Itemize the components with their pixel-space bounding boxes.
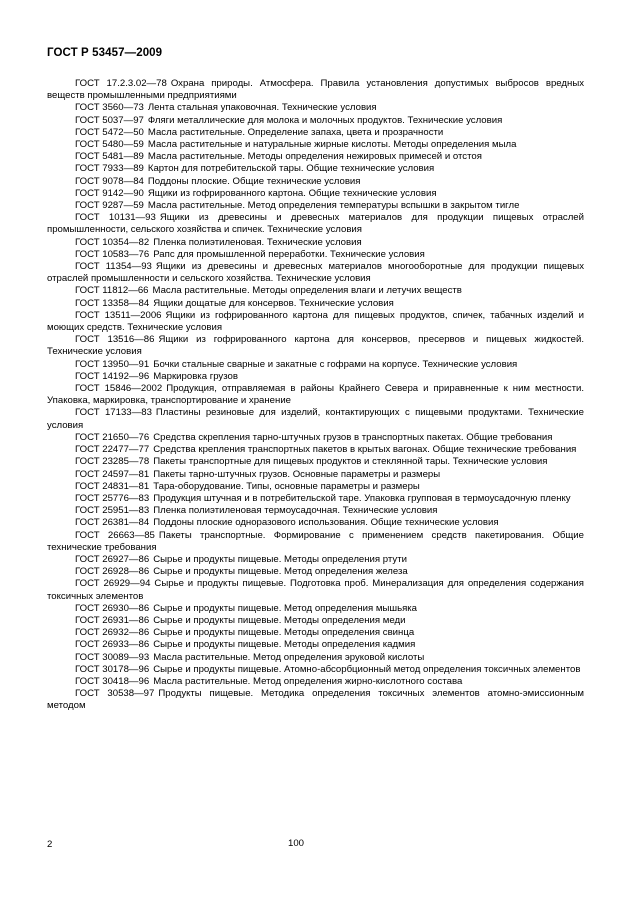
- reference-title: Поддоны плоские одноразового использования. Общие технические условия: [153, 517, 499, 529]
- reference-title: Охрана природы. Атмосфера. Правила установления допустимых выбросов вредных веществ промышленными предприятиями: [47, 78, 585, 102]
- reference-code: ГОСТ 9078—84: [75, 175, 144, 187]
- reference-item: [47, 334, 584, 358]
- reference-title: Ящики из гофрированного картона для пищевых продуктов, спичек, табачных изделий и моющих средств. Технические условия: [47, 309, 585, 334]
- reference-code: ГОСТ 26932—86: [75, 627, 150, 639]
- reference-item: [47, 603, 584, 615]
- reference-title: Сырье и продукты пищевые. Метод определения мышьяка: [153, 602, 418, 614]
- reference-title: Ящики из древесины и древесных материалов многооборотные для продукции пищевых отраслей промышленности и сельского хозяйства. Технические условия: [47, 261, 584, 285]
- reference-code: ГОСТ 15846—2002: [75, 383, 163, 395]
- reference-item: [47, 578, 584, 602]
- reference-title: Пленка полиэтиленовая. Технические условия: [153, 236, 362, 248]
- reference-code: ГОСТ 13950—91: [75, 358, 150, 370]
- reference-item: [47, 285, 584, 297]
- reference-item: [47, 163, 584, 175]
- reference-title: Пакеты тарно-штучных грузов. Основные параметры и размеры: [153, 468, 441, 480]
- reference-code: ГОСТ 21650—76: [75, 431, 150, 443]
- reference-code: ГОСТ 10354—82: [75, 236, 150, 248]
- reference-title: Продукция штучная и в потребительской таре. Упаковка групповая в термоусадочную пленку: [153, 492, 571, 504]
- reference-code: ГОСТ 17133—83: [75, 407, 152, 419]
- reference-title: Сырье и продукты пищевые. Метод определения железа: [153, 566, 408, 578]
- reference-title: Масла растительные. Определение запаха, цвета и прозрачности: [147, 126, 444, 138]
- reference-item: [47, 359, 584, 371]
- reference-title: Средства крепления транспортных пакетов в крытых вагонах. Общие технические требования: [153, 444, 577, 456]
- reference-title: Сырье и продукты пищевые. Методы определения свинца: [153, 627, 415, 639]
- reference-item: [47, 627, 584, 639]
- reference-item: [47, 139, 584, 151]
- reference-code: ГОСТ 13358—84: [75, 297, 150, 309]
- reference-code: ГОСТ 5480—59: [75, 139, 144, 151]
- reference-code: ГОСТ 26933—86: [75, 639, 150, 651]
- reference-title: Пакеты транспортные для пищевых продуктов и стеклянной тары. Технические условия: [153, 456, 548, 468]
- reference-code: ГОСТ 25951—83: [75, 505, 150, 517]
- reference-item: [47, 176, 584, 188]
- reference-title: Ящики дощатые для консервов. Технические условия: [153, 297, 394, 309]
- reference-code: ГОСТ 23285—78: [75, 456, 150, 468]
- reference-code: ГОСТ 9287—59: [75, 200, 144, 212]
- reference-title: Сырье и продукты пищевые. Подготовка проб. Минерализация для определения содержания токсичных элементов: [47, 578, 584, 602]
- reference-code: ГОСТ 30178—96: [75, 663, 150, 675]
- reference-item: [47, 676, 584, 688]
- reference-title: Бочки стальные сварные и закатные с гофрами на корпусе. Технические условия: [153, 358, 518, 370]
- reference-code: ГОСТ 26927—86: [75, 553, 150, 565]
- reference-title: Пластины резиновые для изделий, контактирующих с пищевыми продуктами. Технические условия: [47, 407, 584, 431]
- reference-title: Фляги металлические для молока и молочных продуктов. Технические условия: [147, 114, 503, 126]
- reference-code: ГОСТ 24597—81: [75, 468, 150, 480]
- reference-title: Ящики из древесины и древесных материалов для продукции пищевых отраслей промышленности, сельского хозяйства и спичек. Технические условия: [47, 212, 584, 236]
- reference-code: ГОСТ 26931—86: [75, 614, 150, 626]
- reference-item: [47, 456, 584, 468]
- reference-title: Масла растительные. Методы определения нежировых примесей и отстоя: [147, 151, 482, 163]
- reference-item: [47, 530, 584, 554]
- reference-code: ГОСТ 5481—89: [75, 151, 144, 163]
- reference-title: Сырье и продукты пищевые. Методы определения ртути: [153, 553, 407, 565]
- page-number-center: 100: [288, 838, 305, 849]
- reference-item: [47, 566, 584, 578]
- reference-code: ГОСТ 11812—66: [75, 285, 149, 297]
- reference-title: Тара-оборудование. Типы, основные параметры и размеры: [153, 480, 420, 492]
- document-header: ГОСТ Р 53457—2009: [47, 47, 163, 59]
- reference-title: Сырье и продукты пищевые. Методы определения кадмия: [153, 639, 416, 651]
- reference-title: Масла растительные. Метод определения эруковой кислоты: [153, 651, 425, 663]
- reference-item: [47, 688, 584, 712]
- normative-references-list: [47, 78, 584, 713]
- reference-title: Масла растительные. Методы определения влаги и летучих веществ: [152, 285, 462, 297]
- reference-title: Ящики из гофрированного картона для консервов, пресервов и пищевых жидкостей. Технические условия: [47, 334, 584, 358]
- reference-code: ГОСТ 26663—85: [75, 529, 155, 541]
- reference-code: ГОСТ 30089—93: [75, 651, 150, 663]
- reference-item: [47, 407, 584, 431]
- reference-code: ГОСТ 30418—96: [75, 675, 150, 687]
- reference-code: ГОСТ 14192—96: [75, 370, 150, 382]
- reference-code: ГОСТ 11354—93: [75, 261, 152, 273]
- reference-item: [47, 127, 584, 139]
- reference-item: [47, 639, 584, 651]
- reference-item: [47, 652, 584, 664]
- reference-item: [47, 615, 584, 627]
- reference-code: ГОСТ 13511—2006: [75, 309, 162, 321]
- reference-item: [47, 237, 584, 249]
- reference-title: Масла растительные. Метод определения жирно-кислотного состава: [153, 675, 463, 687]
- reference-code: ГОСТ 3560—73: [75, 102, 144, 114]
- reference-item: [47, 664, 584, 676]
- reference-item: [47, 505, 584, 517]
- reference-title: Картон для потребительской тары. Общие технические условия: [147, 163, 435, 175]
- reference-code: ГОСТ 25776—83: [75, 492, 150, 504]
- reference-title: Лента стальная упаковочная. Технические условия: [147, 102, 377, 114]
- reference-code: ГОСТ 10131—93: [75, 212, 156, 224]
- reference-code: ГОСТ 7933—89: [75, 163, 144, 175]
- reference-title: Сырье и продукты пищевые. Атомно-абсорбционный метод определения токсичных элементов: [153, 663, 581, 675]
- page-number-left: 2: [47, 839, 53, 850]
- reference-item: [47, 102, 584, 114]
- reference-code: ГОСТ 26928—86: [75, 566, 150, 578]
- reference-title: Маркировка грузов: [153, 370, 238, 382]
- reference-item: [47, 78, 584, 102]
- reference-item: [47, 298, 584, 310]
- reference-item: [47, 554, 584, 566]
- reference-item: [47, 200, 584, 212]
- reference-title: Продукция, отправляемая в районы Крайнего Севера и приравненные к ним местности. Упаковка, маркировка, транспортирование и хранение: [47, 383, 584, 407]
- reference-title: Ящики из гофрированного картона. Общие технические условия: [147, 187, 437, 199]
- reference-item: [47, 469, 584, 481]
- reference-code: ГОСТ 10583—76: [75, 248, 150, 260]
- reference-code: ГОСТ 5472—50: [75, 126, 144, 138]
- reference-item: [47, 444, 584, 456]
- reference-title: Поддоны плоские. Общие технические условия: [147, 175, 361, 187]
- reference-code: ГОСТ 9142—90: [75, 187, 144, 199]
- reference-item: [47, 517, 584, 529]
- reference-item: [47, 151, 584, 163]
- reference-code: ГОСТ 13516—86: [75, 334, 155, 346]
- reference-title: Пакеты транспортные. Формирование с применением средств пакетирования. Общие технические требования: [47, 529, 584, 553]
- reference-item: [47, 481, 584, 493]
- reference-item: [47, 310, 584, 334]
- reference-code: ГОСТ 24831—81: [75, 480, 150, 492]
- reference-item: [47, 188, 584, 200]
- reference-item: [47, 493, 584, 505]
- reference-code: ГОСТ 26381—84: [75, 517, 150, 529]
- reference-code: ГОСТ 26929—94: [75, 578, 151, 590]
- reference-item: [47, 249, 584, 261]
- reference-title: Сырье и продукты пищевые. Методы определения меди: [153, 614, 406, 626]
- reference-title: Масла растительные. Метод определения температуры вспышки в закрытом тигле: [147, 200, 520, 212]
- reference-code: ГОСТ 30538—97: [75, 688, 155, 700]
- reference-item: [47, 432, 584, 444]
- reference-title: Средства скрепления тарно-штучных грузов в транспортных пакетах. Общие требования: [153, 431, 553, 443]
- reference-title: Продукты пищевые. Методика определения токсичных элементов атомно-эмиссионным методом: [47, 688, 584, 712]
- reference-item: [47, 212, 584, 236]
- reference-item: [47, 261, 584, 285]
- reference-code: ГОСТ 5037—97: [75, 114, 144, 126]
- reference-code: ГОСТ 22477—77: [75, 444, 150, 456]
- reference-code: ГОСТ 17.2.3.02—78: [75, 78, 167, 89]
- reference-item: [47, 383, 584, 407]
- reference-title: Пленка полиэтиленовая термоусадочная. Технические условия: [153, 505, 438, 517]
- reference-code: ГОСТ 26930—86: [75, 602, 150, 614]
- reference-item: [47, 115, 584, 127]
- reference-title: Масла растительные и натуральные жирные кислоты. Методы определения мыла: [147, 139, 517, 151]
- reference-title: Рапс для промышленной переработки. Технические условия: [153, 248, 425, 260]
- reference-item: [47, 371, 584, 383]
